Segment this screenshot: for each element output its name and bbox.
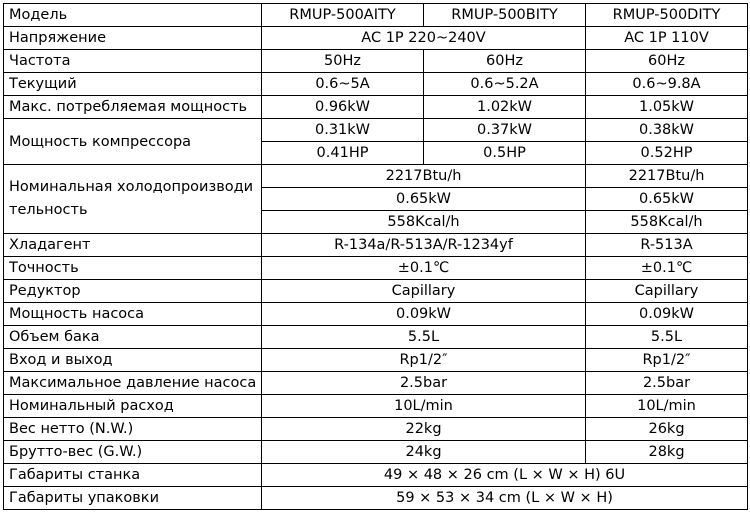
cooling-label: Номинальная холодопроизводительность — [4, 165, 262, 234]
table-row-package-dims — [4, 487, 748, 510]
cooling-kcal-ab: 558Kcal/h — [262, 211, 586, 234]
machine-dims-label: Габариты станка — [4, 464, 262, 487]
table-row-net-weight — [4, 418, 748, 441]
model-a: RMUP-500AITY — [262, 4, 424, 27]
cooling-btu-d: 2217Btu/h — [586, 165, 748, 188]
max-pressure-d: 2.5bar — [586, 372, 748, 395]
current-label: Текущий — [4, 73, 262, 96]
accuracy-ab: ±0.1℃ — [262, 257, 586, 280]
max-power-d: 1.05kW — [586, 96, 748, 119]
compressor-label: Мощность компрессора — [4, 119, 262, 165]
table-row-max-pressure — [4, 372, 748, 395]
reducer-ab: Capillary — [262, 280, 586, 303]
model-b: RMUP-500BITY — [424, 4, 586, 27]
inlet-outlet-label: Вход и выход — [4, 349, 262, 372]
flow-label: Номинальный расход — [4, 395, 262, 418]
inlet-outlet-ab: Rp1/2″ — [262, 349, 586, 372]
max-power-a: 0.96kW — [262, 96, 424, 119]
table-row-voltage — [4, 27, 748, 50]
table-row-flow — [4, 395, 748, 418]
table-row-reducer — [4, 280, 748, 303]
refrigerant-ab: R-134a/R-513A/R-1234yf — [262, 234, 586, 257]
table-row-inlet-outlet — [4, 349, 748, 372]
gross-weight-d: 28kg — [586, 441, 748, 464]
inlet-outlet-d: Rp1/2″ — [586, 349, 748, 372]
gross-weight-ab: 24kg — [262, 441, 586, 464]
refrigerant-d: R-513A — [586, 234, 748, 257]
table-row-current — [4, 73, 748, 96]
machine-dims-all: 49 × 48 × 26 cm (L × W × H) 6U — [262, 464, 748, 487]
frequency-b: 60Hz — [424, 50, 586, 73]
model-label: Модель — [4, 4, 262, 27]
voltage-label: Напряжение — [4, 27, 262, 50]
cooling-btu-ab: 2217Btu/h — [262, 165, 586, 188]
table-row-pump-power — [4, 303, 748, 326]
max-power-label: Макс. потребляемая мощность — [4, 96, 262, 119]
refrigerant-label: Хладагент — [4, 234, 262, 257]
voltage-ab: AC 1P 220~240V — [262, 27, 586, 50]
accuracy-d: ±0.1℃ — [586, 257, 748, 280]
table-row-gross-weight — [4, 441, 748, 464]
model-d: RMUP-500DITY — [586, 4, 748, 27]
table-row-refrigerant — [4, 234, 748, 257]
compressor-hp-b: 0.5HP — [424, 142, 586, 165]
flow-ab: 10L/min — [262, 395, 586, 418]
cooling-kw-d: 0.65kW — [586, 188, 748, 211]
max-pressure-ab: 2.5bar — [262, 372, 586, 395]
package-dims-label: Габариты упаковки — [4, 487, 262, 510]
net-weight-label: Вес нетто (N.W.) — [4, 418, 262, 441]
cooling-kw-ab: 0.65kW — [262, 188, 586, 211]
table-row-cooling-btu — [4, 165, 748, 188]
current-d: 0.6~9.8A — [586, 73, 748, 96]
spec-table — [3, 3, 748, 510]
frequency-a: 50Hz — [262, 50, 424, 73]
flow-d: 10L/min — [586, 395, 748, 418]
reducer-label: Редуктор — [4, 280, 262, 303]
current-b: 0.6~5.2A — [424, 73, 586, 96]
net-weight-d: 26kg — [586, 418, 748, 441]
frequency-d: 60Hz — [586, 50, 748, 73]
table-row-model — [4, 4, 748, 27]
gross-weight-label: Брутто-вес (G.W.) — [4, 441, 262, 464]
table-row-frequency — [4, 50, 748, 73]
current-a: 0.6~5A — [262, 73, 424, 96]
max-pressure-label: Максимальное давление насоса — [4, 372, 262, 395]
table-row-max-power — [4, 96, 748, 119]
tank-ab: 5.5L — [262, 326, 586, 349]
compressor-kw-b: 0.37kW — [424, 119, 586, 142]
package-dims-all: 59 × 53 × 34 cm (L × W × H) — [262, 487, 748, 510]
table-row-accuracy — [4, 257, 748, 280]
tank-label: Объем бака — [4, 326, 262, 349]
table-row-machine-dims — [4, 464, 748, 487]
compressor-kw-a: 0.31kW — [262, 119, 424, 142]
tank-d: 5.5L — [586, 326, 748, 349]
compressor-hp-d: 0.52HP — [586, 142, 748, 165]
frequency-label: Частота — [4, 50, 262, 73]
table-row-compressor-kw — [4, 119, 748, 142]
pump-power-d: 0.09kW — [586, 303, 748, 326]
accuracy-label: Точность — [4, 257, 262, 280]
max-power-b: 1.02kW — [424, 96, 586, 119]
pump-power-label: Мощность насоса — [4, 303, 262, 326]
compressor-hp-a: 0.41HP — [262, 142, 424, 165]
voltage-d: AC 1P 110V — [586, 27, 748, 50]
pump-power-ab: 0.09kW — [262, 303, 586, 326]
table-row-tank — [4, 326, 748, 349]
net-weight-ab: 22kg — [262, 418, 586, 441]
reducer-d: Capillary — [586, 280, 748, 303]
cooling-kcal-d: 558Kcal/h — [586, 211, 748, 234]
compressor-kw-d: 0.38kW — [586, 119, 748, 142]
